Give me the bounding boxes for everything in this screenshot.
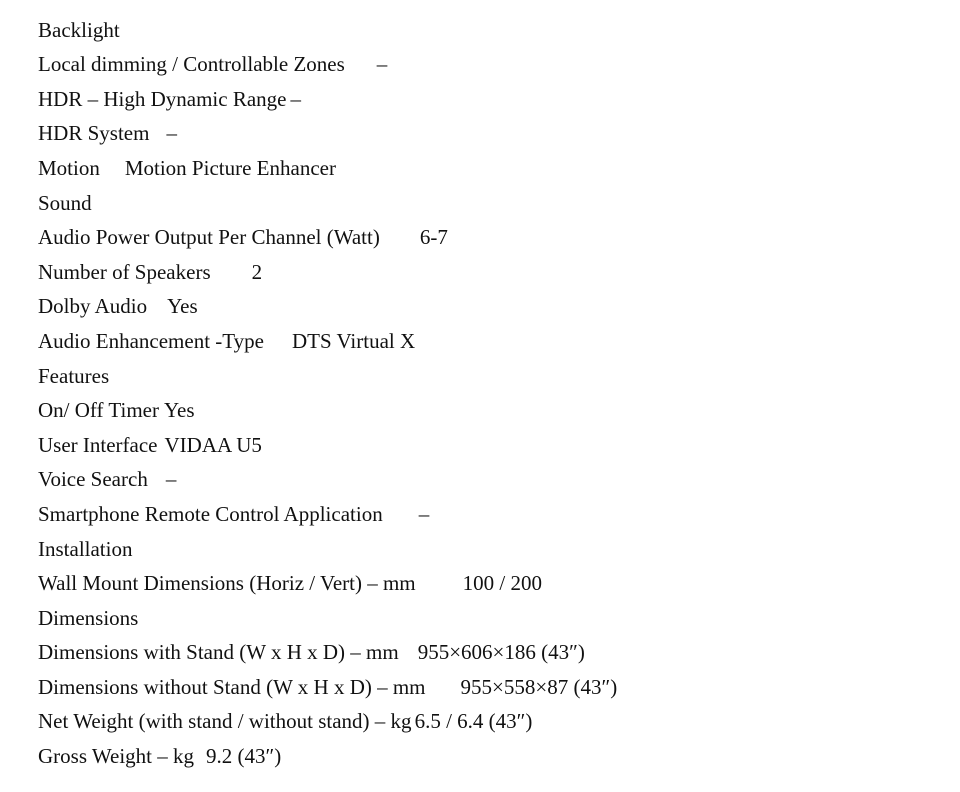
- spec-row-audio-power: [17, 186, 947, 250]
- spec-row-wall-mount: [17, 532, 947, 596]
- spec-label: Motion: [38, 155, 100, 180]
- spec-label: Wall Mount Dimensions (Horiz / Vert) – mm: [38, 571, 416, 596]
- spec-list: [17, 0, 947, 769]
- spec-label: Dolby Audio: [38, 294, 148, 319]
- spec-value: –: [376, 52, 388, 77]
- spec-label: Dimensions without Stand (W x H x D) – mm: [38, 674, 426, 699]
- spec-row-local-dimming: [17, 13, 947, 77]
- spec-value: 6-7: [419, 225, 448, 250]
- spec-label: Smartphone Remote Control Application: [38, 501, 383, 526]
- spec-label: HDR System: [38, 121, 150, 146]
- spec-label: Number of Speakers: [38, 259, 211, 284]
- spec-label: Backlight: [38, 17, 120, 42]
- spec-value: DTS Virtual X: [291, 328, 416, 353]
- section-heading: Dimensions: [38, 605, 139, 630]
- spec-row-backlight: [17, 0, 947, 42]
- spec-label: Audio Enhancement -Type: [38, 328, 264, 353]
- spec-value: –: [166, 121, 177, 146]
- spec-value: VIDAA U5: [164, 432, 262, 457]
- spec-value: 955×606×186 (43″): [417, 640, 585, 665]
- spec-label: Dimensions with Stand (W x H x D) – mm: [38, 640, 399, 665]
- spec-value: 6.5 / 6.4 (43″): [414, 709, 533, 734]
- spec-label: Net Weight (with stand / without stand) – kg: [38, 709, 412, 734]
- spec-value: Motion Picture Enhancer: [124, 155, 336, 180]
- spec-label: On/ Off Timer: [38, 398, 159, 423]
- section-heading: Sound: [38, 190, 92, 215]
- spec-value: 9.2 (43″): [206, 744, 282, 769]
- spec-label: HDR – High Dynamic Range: [38, 86, 287, 111]
- spec-label: Audio Power Output Per Channel (Watt): [38, 225, 380, 250]
- spec-value: –: [290, 86, 301, 111]
- spec-row-dimensions-with-stand: [17, 601, 947, 665]
- spec-label: Gross Weight – kg: [38, 744, 195, 769]
- spec-value: Yes: [163, 398, 195, 423]
- spec-value: –: [418, 501, 430, 526]
- spec-value: 2: [251, 259, 263, 284]
- spec-row-timer: [17, 359, 947, 423]
- spec-label: User Interface: [38, 432, 158, 457]
- spec-value: 100 / 200: [462, 571, 542, 596]
- spec-value: Yes: [167, 294, 198, 319]
- spec-value: –: [165, 467, 177, 492]
- spec-value: 955×558×87 (43″): [460, 674, 618, 699]
- section-heading: Installation: [38, 536, 133, 561]
- spec-label: Local dimming / Controllable Zones: [38, 52, 345, 77]
- section-heading: Features: [38, 363, 110, 388]
- spec-label: Voice Search: [38, 467, 148, 492]
